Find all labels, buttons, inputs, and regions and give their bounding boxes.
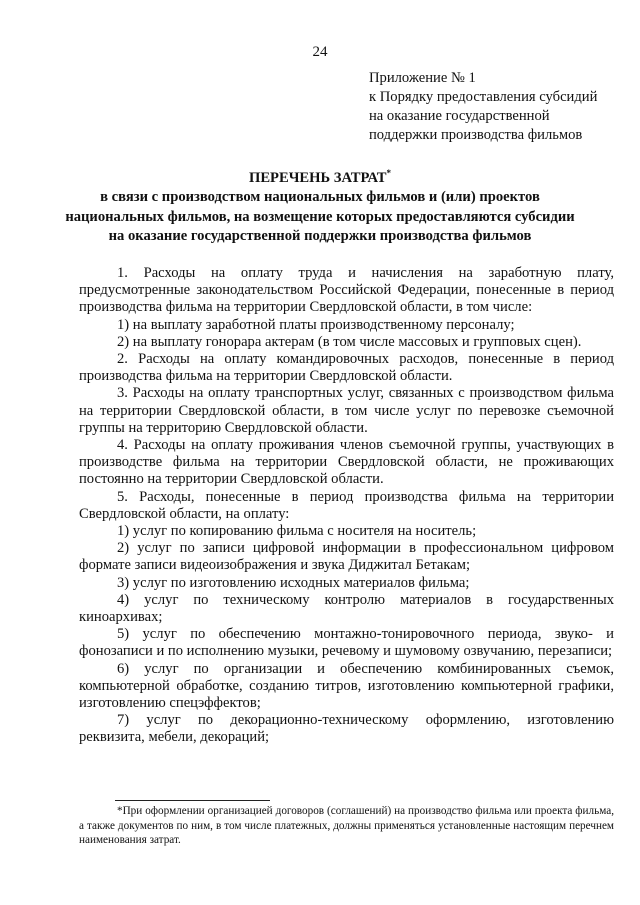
page-number: 24	[312, 44, 328, 60]
footnote-divider	[115, 800, 270, 801]
list-item: 1) на выплату заработной платы производственному персоналу;	[117, 316, 515, 333]
list-item: 4) услуг по техническому контролю материалов в государственных киноархивах;	[79, 591, 614, 626]
title-heading-text: ПЕРЕЧЕНЬ ЗАТРАТ	[248, 170, 387, 186]
title-subtitle: в связи с производством национальных фильмов и (или) проектов национальных фильмов, на возмещение которых предоставляются субсидии на оказание государственной поддержки производства фильмов	[65, 189, 575, 244]
list-item: 1) услуг по копированию фильма с носителя на носитель;	[117, 523, 477, 540]
list-item: 3) услуг по изготовлению исходных материалов фильма;	[117, 574, 470, 591]
document-title	[60, 169, 580, 246]
footnote-marker: *	[386, 168, 392, 179]
list-item: 6) услуг по организации и обеспечению комбинированных съемок, компьютерной обработке, созданию титров, изготовлению компьютерной графики, изготовлению спецэффектов;	[79, 660, 614, 712]
list-item: 5. Расходы, понесенные в период производства фильма на территории Свердловской области, на оплату:	[79, 488, 614, 522]
list-item: 2. Расходы на оплату командировочных расходов, понесенные в период производства фильма на территории Свердловской области.	[79, 351, 614, 385]
appendix-line: Приложение № 1	[369, 70, 476, 86]
list-item: 2) услуг по записи цифровой информации в профессиональном цифровом формате записи видеоизображения и звука Диджитал Бетакам;	[79, 540, 614, 574]
list-item: 3. Расходы на оплату транспортных услуг, связанных с производством фильма на территории Свердловской области, в том числе услуг по перевозке съемочной группы на территорию Свердловской области.	[79, 385, 614, 436]
list-item: 4. Расходы на оплату проживания членов съемочной группы, участвующих в производстве фильма на территории Свердловской области, не проживающих постоянно на территории Свердловской области.	[79, 437, 614, 488]
appendix-line: к Порядку предоставления субсидий	[369, 89, 598, 105]
appendix-line: поддержки производства фильмов	[369, 127, 583, 143]
appendix-header	[369, 69, 631, 145]
footnote: *При оформлении организацией договоров (соглашений) на производство фильма или проекта фильма, а также документов по ним, в том числе платежных, должны применяться установленные настоящим перечнем наименования затрат.	[79, 805, 614, 846]
list-item: 7) услуг по декорационно-техническому оформлению, изготовлению реквизита, мебели, декораций;	[79, 712, 614, 746]
list-item: 1. Расходы на оплату труда и начисления на заработную плату, предусмотренные законодательством Российской Федерации, понесенные в период производства фильма на территории Свердловской области, в том числе:	[79, 265, 614, 316]
title-heading	[60, 169, 580, 188]
expense-list	[79, 265, 614, 747]
list-item: 5) услуг по обеспечению монтажно-тонировочного периода, звуко- и фонозаписи и по исполнению музыки, речевому и шумовому озвучанию, перезаписи;	[79, 626, 614, 660]
appendix-line: на оказание государственной	[369, 108, 550, 124]
list-item: 2) на выплату гонорара актерам (в том числе массовых и групповых сцен).	[117, 333, 582, 350]
